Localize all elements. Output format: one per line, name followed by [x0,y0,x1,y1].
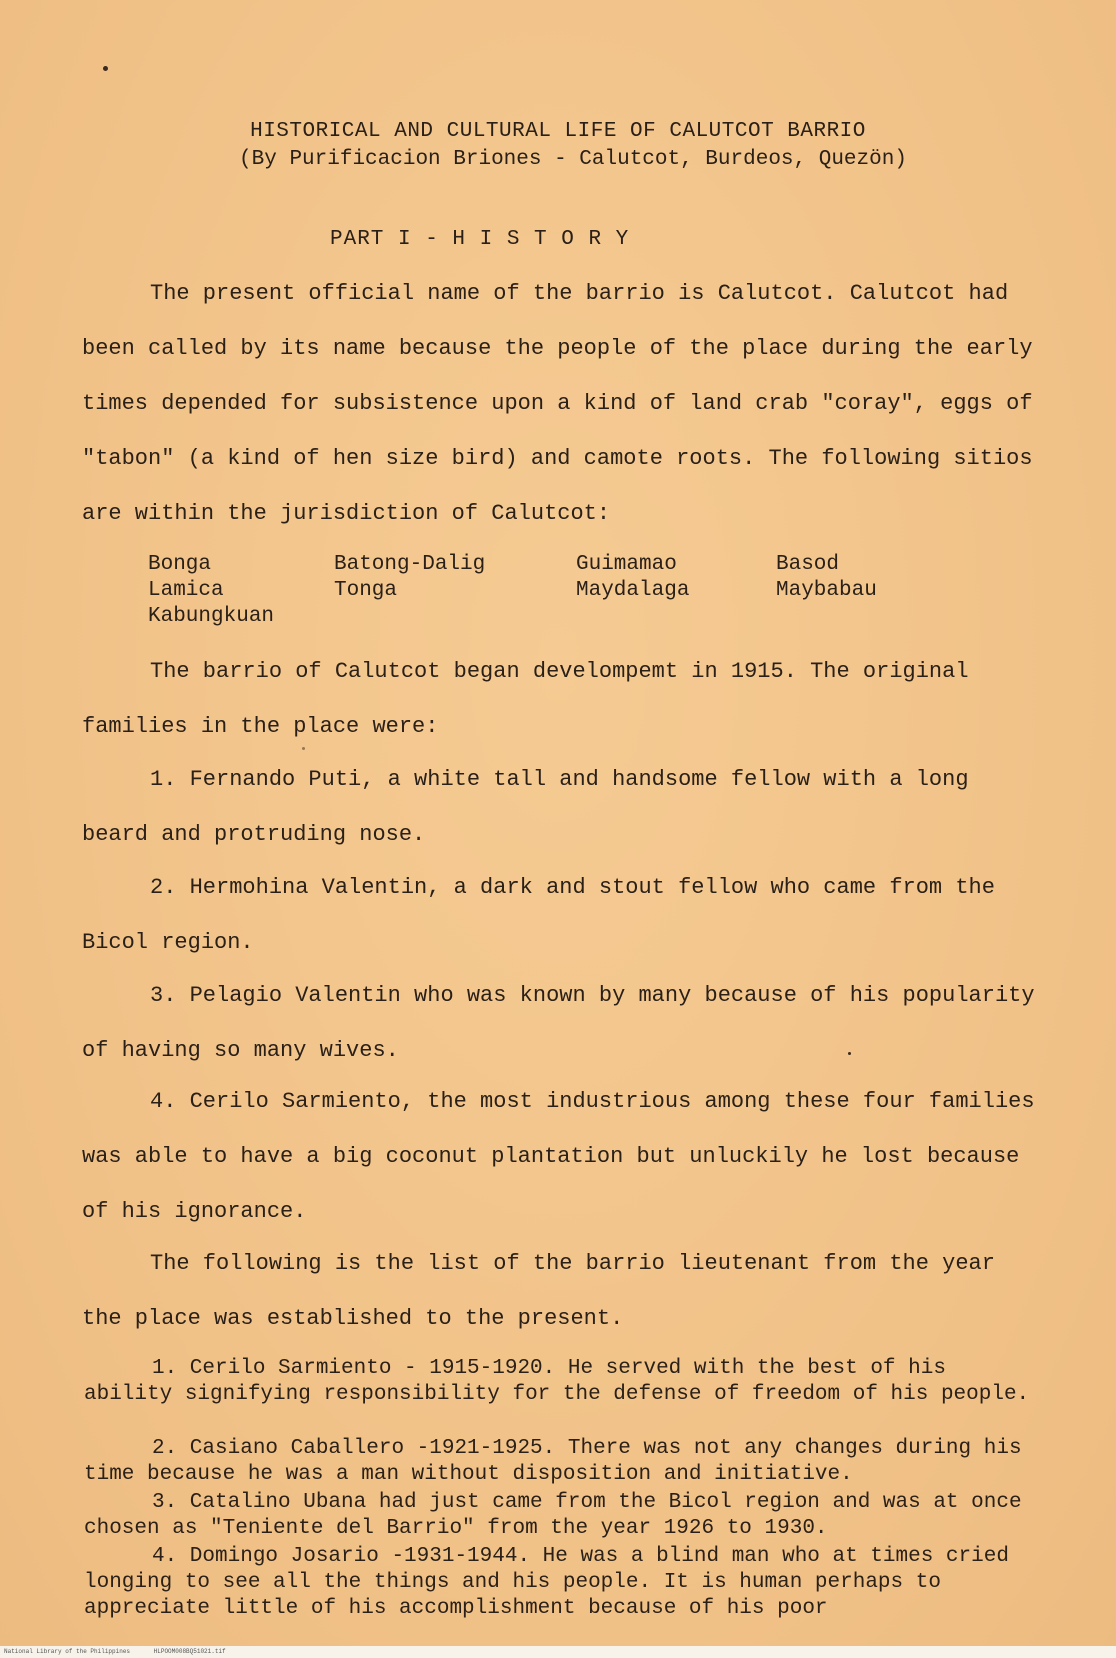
sitio-name: Bonga [148,553,212,576]
sitio-name: Kabungkuan [148,605,275,628]
family-item: 1. Fernando Puti, a white tall and handsome fellow with a long beard and protruding nose. [82,767,969,847]
sitio-name: Batong-Dalig [334,553,486,576]
sitio-name: Maydalaga [576,579,690,602]
ink-speck [103,66,108,71]
archive-footer [0,1646,1116,1658]
paragraph-name-origin: The present official name of the barrio is Calutcot. Calutcot had been called by its name because the people of the place during the early times depended for subsistence upon a kind of land crab "coray", eggs of "tabon" (a kind of hen size bird) and camote roots. The following sitios are within the jurisdiction of Calutcot: [82,281,1033,526]
sitio-name: Maybabau [776,579,877,602]
sitio-name: Lamica [148,579,224,602]
sitio-name: Tonga [334,579,398,602]
document-byline: (By Purificacion Briones - Calutcot, Burdeos, Quezön) [239,148,907,171]
lieutenant-item: 4. Domingo Josario -1931-1944. He was a blind man who at times cried longing to see all the things and his people. It is human perhaps to appreciate little of his accomplishment because of his poor [84,1545,1009,1620]
library-credit: National Library of the Philippines [4,1648,131,1655]
lieutenant-item: 1. Cerilo Sarmiento - 1915-1920. He served with the best of his ability signifying responsibility for the defense of freedom of his people. [84,1357,1030,1406]
lieutenant-item: 2. Casiano Caballero -1921-1925. There was not any changes during his time because he was a man without disposition and initiative. [84,1437,1022,1486]
document-title: HISTORICAL AND CULTURAL LIFE OF CALUTCOT BARRIO [250,120,866,143]
family-item: 4. Cerilo Sarmiento, the most industrious among these four families was able to have a big coconut plantation but unluckily he lost because of his ignorance. [82,1089,1035,1224]
section-heading: PART I - H I S T O R Y [330,228,630,251]
paragraph-development: The barrio of Calutcot began develompemt in 1915. The original families in the place were: [82,659,969,739]
sitio-name: Guimamao [576,553,677,576]
file-name: HLPOOM008BQ51021.tif [153,1648,226,1655]
sitio-name: Basod [776,553,840,576]
family-item: 2. Hermohina Valentin, a dark and stout fellow who came from the Bicol region. [82,875,995,955]
lieutenant-item: 3. Catalino Ubana had just came from the Bicol region and was at once chosen as "Teniente del Barrio" from the year 1926 to 1930. [84,1491,1022,1540]
family-item: 3. Pelagio Valentin who was known by many because of his popularity of having so many wives. [82,983,1035,1063]
paragraph-lieutenants-intro: The following is the list of the barrio lieutenant from the year the place was established to the present. [82,1251,995,1331]
